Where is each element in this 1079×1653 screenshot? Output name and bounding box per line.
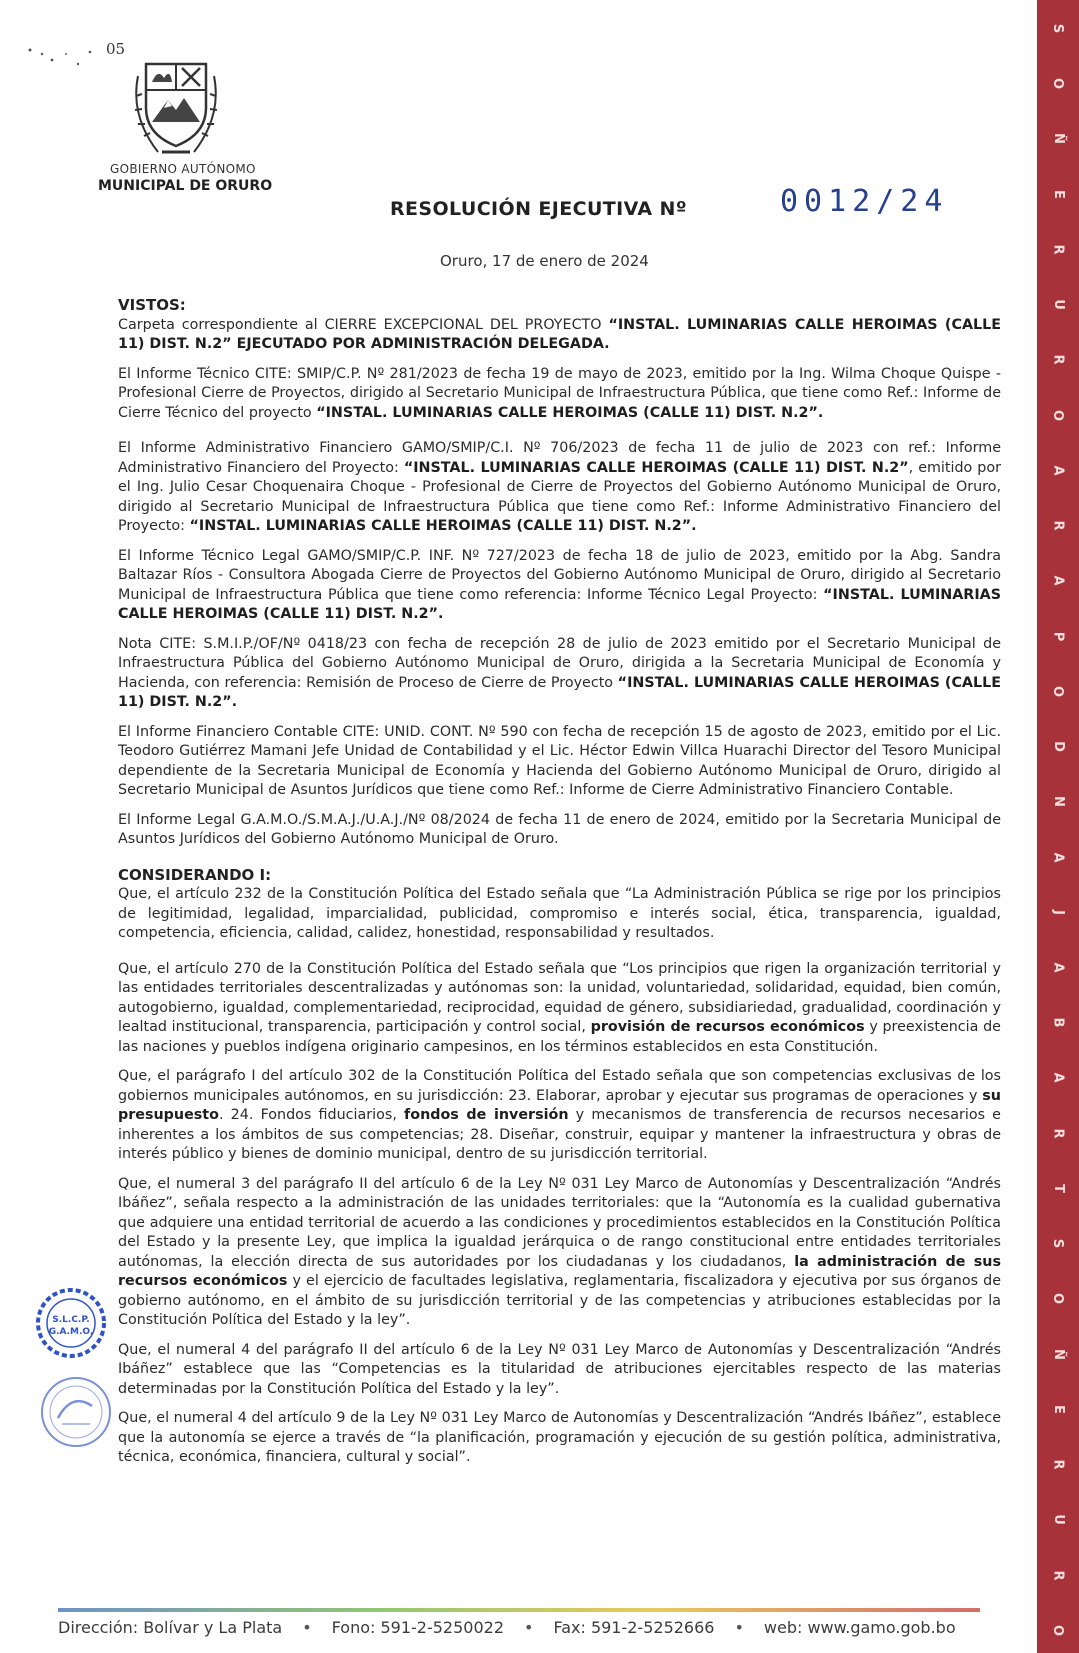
considerando-paragraph-1: Que, el artículo 232 de la Constitución Política del Estado señala que “La Administración Pública se rige por los principios de legitimidad, legalidad, imparcialidad, publicidad, compromiso e interés social, ética, transparencia, igualdad, competencia, eficiencia, calidad, calidez, honestidad, responsabilidad y resultados. xyxy=(118,886,1001,941)
side-banner-letter: R xyxy=(1050,1570,1066,1581)
bold-span: “INSTAL. LUMINARIAS CALLE HEROIMAS (CALLE 11) DIST. N.2”. xyxy=(189,518,697,534)
document-title: RESOLUCIÓN EJECUTIVA Nº xyxy=(390,198,687,220)
text-span: Que, el artículo 270 de la Constitución Política del Estado señala que “Los principios que rigen la organización territorial y las entidades territoriales descentralizadas y autónomas son: la unidad, voluntariedad, solidaridad, equidad, bien común, autogobierno, igualdad, complementariedad, reciprocidad, equidad de género, subsidiariedad, gradualidad, coordinación y lealtad institucional, transparencia, participación y control social, xyxy=(118,960,1001,1035)
text-span: . 24. Fondos fiduciarios, xyxy=(218,1107,405,1123)
official-stamp-icon xyxy=(34,1286,108,1360)
side-banner-letter: R xyxy=(1050,354,1066,365)
considerando-paragraph-3 xyxy=(118,1067,1001,1165)
side-banner-letter: D xyxy=(1050,741,1066,752)
side-banner-letter: A xyxy=(1050,575,1066,586)
side-banner-letter: U xyxy=(1050,299,1066,310)
side-banner-letter: R xyxy=(1050,1128,1066,1139)
vistos-paragraph-1 xyxy=(118,316,1001,355)
considerando-paragraph-6: Que, el numeral 4 del artículo 9 de la Ley Nº 031 Ley Marco de Autonomías y Descentralización “Andrés Ibáñez”, establece que la autonomía se ejerce a través de “la planificación, programación y ejecución de su gestión política, administrativa, técnica, económica, financiera, cultural y social”. xyxy=(118,1410,1001,1465)
bold-span: “INSTAL. LUMINARIAS CALLE HEROIMAS (CALLE 11) DIST. N.2”. xyxy=(118,674,1001,710)
text-span: y preexistencia de las naciones y pueblos indígena originario campesinos, en los términos establecidos en esta Constitución. xyxy=(118,1019,1001,1055)
bold-span: “INSTAL. LUMINARIAS CALLE HEROIMAS (CALLE 11) DIST. N.2”. xyxy=(118,586,1001,622)
text-span: El Informe Administrativo Financiero GAMO/SMIP/C.I. Nº 706/2023 de fecha 11 de julio de 2023 con ref.: Informe Administrativo Financiero del Proyecto: xyxy=(118,440,1001,476)
text-span: Nota CITE: S.M.I.P./OF/Nº 0418/23 con fecha de recepción 28 de julio de 2023 emitido por el Secretario Municipal de Infraestructura Pública del Gobierno Autónomo Municipal de Oruro, dirigida a la Secretaria Municipal de Economía y Hacienda, con referencia: Remisión de Proceso de Cierre de Proyecto xyxy=(118,635,1001,691)
bold-span: “INSTAL. LUMINARIAS CALLE HEROIMAS (CALLE 11) DIST. N.2”. xyxy=(316,404,824,421)
vistos-paragraph-3 xyxy=(118,439,1001,537)
faint-stamp-icon xyxy=(32,1372,120,1452)
footer-web: web: www.gamo.gob.bo xyxy=(763,1618,956,1637)
footer-phone: Fono: 591-2-5250022 xyxy=(331,1618,505,1637)
considerando-paragraph-5: Que, el numeral 4 del parágrafo II del artículo 6 de la Ley Nº 031 Ley Marco de Autonomías y Descentralización “Andrés Ibáñez” establece que las “Competencias es la titularidad de atribuciones ejercitables respecto de las materias determinadas por la Constitución Política del Estado y la ley”. xyxy=(118,1341,1001,1397)
side-banner-letter: T xyxy=(1050,1183,1066,1193)
side-banner-letter: O xyxy=(1050,1624,1066,1636)
footer-separator: • xyxy=(734,1618,744,1637)
vistos-paragraph-2 xyxy=(118,365,1001,424)
side-banner-letter: O xyxy=(1050,409,1066,421)
side-banner-letter: A xyxy=(1050,1072,1066,1083)
side-banner-letter: R xyxy=(1050,520,1066,531)
considerando-heading: CONSIDERANDO I: xyxy=(118,865,272,884)
vistos-paragraph-6: El Informe Financiero Contable CITE: UNID. CONT. Nº 590 con fecha de recepción 15 de agosto de 2023, emitido por el Lic. Teodoro Gutiérrez Mamani Jefe Unidad de Contabilidad y el Lic. Héctor Edwin Villca Huarachi Director del Tesoro Municipal dependiente de la Secretaria Municipal de Economía y Hacienda del Gobierno Autónomo Municipal de Oruro, dirigido al Secretario Municipal de Asuntos Jurídicos que tiene como Ref.: Informe de Cierre Administrativo Financiero Contable. xyxy=(118,723,1001,798)
municipal-coat-of-arms-icon xyxy=(128,56,224,160)
bold-span: provisión de recursos económicos xyxy=(590,1019,865,1035)
side-banner-letter: B xyxy=(1050,1017,1066,1028)
side-banner-letter: S xyxy=(1050,1238,1066,1249)
side-banner-letter: O xyxy=(1050,1293,1066,1305)
vistos-paragraph-5 xyxy=(118,635,1001,713)
side-banner-letter: Ñ xyxy=(1050,133,1066,145)
org-name-line2: MUNICIPAL DE ORURO xyxy=(98,178,273,194)
document-body xyxy=(118,296,1001,1478)
bold-span: fondos de inversión xyxy=(404,1107,569,1123)
considerando-paragraph-2 xyxy=(118,960,1001,1058)
bold-span: “INSTAL. LUMINARIAS CALLE HEROIMAS (CALLE 11) DIST. N.2” EJECUTADO POR ADMINISTRACIÓN DELEGADA. xyxy=(118,316,1001,352)
text-span: y mecanismos de transferencia de recursos necesarios e inherentes a los ámbitos de sus competencias; 28. Diseñar, construir, equipar y mantener la infraestructura y obras de interés público y bienes de dominio municipal, dentro de su jurisdicción territorial. xyxy=(118,1107,1001,1162)
document-date: Oruro, 17 de enero de 2024 xyxy=(440,252,649,270)
side-banner-letter: Ñ xyxy=(1050,1348,1066,1360)
vistos-heading: VISTOS: xyxy=(118,296,186,314)
considerando-paragraph-4 xyxy=(118,1175,1001,1331)
footer-fax: Fax: 591-2-5252666 xyxy=(553,1618,715,1637)
side-banner-letter: A xyxy=(1050,465,1066,476)
footer-separator: • xyxy=(302,1618,312,1637)
text-span: Carpeta correspondiente al CIERRE EXCEPCIONAL DEL PROYECTO xyxy=(118,316,609,333)
side-banner-letter: R xyxy=(1050,244,1066,255)
side-banner-letter: E xyxy=(1050,189,1066,199)
footer-address: Dirección: Bolívar y La Plata xyxy=(58,1618,283,1637)
vistos-paragraph-7: El Informe Legal G.A.M.O./S.M.A.J./U.A.J./Nº 08/2024 de fecha 11 de enero de 2024, emitido por la Secretaria Municipal de Asuntos Jurídicos del Gobierno Autónomo Municipal de Oruro. xyxy=(118,811,1001,847)
side-banner-letter: A xyxy=(1050,962,1066,973)
org-name-line1: GOBIERNO AUTÓNOMO xyxy=(110,162,256,176)
side-banner-letter: O xyxy=(1050,78,1066,90)
side-banner xyxy=(1037,0,1079,1653)
footer-color-bar xyxy=(58,1608,980,1612)
bold-span: la administración de sus recursos económicos xyxy=(118,1253,1001,1289)
side-banner-letter: S xyxy=(1050,23,1066,34)
bold-span: “INSTAL. LUMINARIAS CALLE HEROIMAS (CALLE 11) DIST. N.2” xyxy=(403,459,909,476)
side-banner-letter: J xyxy=(1050,909,1066,915)
side-banner-letter: N xyxy=(1050,796,1066,808)
resolution-number: 0012/24 xyxy=(780,184,949,219)
side-banner-letter: P xyxy=(1050,631,1066,641)
vistos-paragraph-4 xyxy=(118,547,1001,625)
side-banner-letter: E xyxy=(1050,1404,1066,1414)
text-span: Que, el numeral 3 del parágrafo II del artículo 6 de la Ley Nº 031 Ley Marco de Autonomías y Descentralización “Andrés Ibáñez”, señala respecto a la administración de las unidades territoriales: que la “Autonomía es la cualidad gubernativa que adquiere una entidad territorial de acuerdo a las condiciones y procedimientos establecidos en la Constitución Política del Estado y la presente Ley, que implica la igualdad jerárquica o de rango constitucional entre entidades territoriales autónomas, la elección directa de sus autoridades por los ciudadanas y los ciudadanos, xyxy=(118,1175,1001,1270)
side-banner-letter: O xyxy=(1050,685,1066,697)
footer xyxy=(58,1618,988,1637)
footer-separator: • xyxy=(524,1618,534,1637)
side-banner-letter: R xyxy=(1050,1459,1066,1470)
text-span: El Informe Técnico CITE: SMIP/C.P. Nº 281/2023 de fecha 19 de mayo de 2023, emitido por la Ing. Wilma Choque Quispe - Profesional Cierre de Proyectos, dirigido al Secretario Municipal de Infraestructura Pública, que tiene como Ref.: Informe de Cierre Técnico del proyecto xyxy=(118,365,1001,421)
side-banner-letter: U xyxy=(1050,1514,1066,1526)
text-span: El Informe Técnico Legal GAMO/SMIP/C.P. INF. Nº 727/2023 de fecha 18 de julio de 2023, emitido por la Abg. Sandra Baltazar Ríos - Consultora Abogada Cierre de Proyectos del Gobierno Autónomo Municipal de Oruro, dirigido al Secretario Municipal de Infraestructura Pública que tiene como referencia: Informe Técnico Legal Proyecto: xyxy=(118,547,1001,603)
stamp-text-line2: G.A.M.O. xyxy=(48,1327,94,1337)
bold-span: su presupuesto xyxy=(118,1087,1001,1123)
text-span: Que, el parágrafo I del artículo 302 de la Constitución Política del Estado señala que son competencias exclusivas de los gobiernos municipales autónomos, en su jurisdicción: 23. Elaborar, aprobar y ejecutar sus programas de operaciones y xyxy=(118,1068,1001,1104)
text-span: y el ejercicio de facultades legislativa, reglamentaria, fiscalizadora y ejecutiva por sus órganos de gobierno autónomo, en el ámbito de su jurisdicción territorial y de las competencias y atribuciones establecidas por la Constitución Política del Estado y la ley”. xyxy=(118,1273,1001,1328)
scan-specks xyxy=(26,46,96,76)
side-banner-letter: A xyxy=(1050,851,1066,863)
text-span: , emitido por el Ing. Julio Cesar Choquenaira Choque - Profesional de Cierre de Proyectos del Gobierno Autónomo Municipal de Oruro, dirigido al Secretario Municipal de Infraestructura Pública que tiene como Ref.: Informe Administrativo Financiero del Proyecto: xyxy=(118,459,1001,534)
stamp-text-line1: S.L.C.P. xyxy=(52,1315,90,1325)
page-number: 05 xyxy=(106,40,126,58)
